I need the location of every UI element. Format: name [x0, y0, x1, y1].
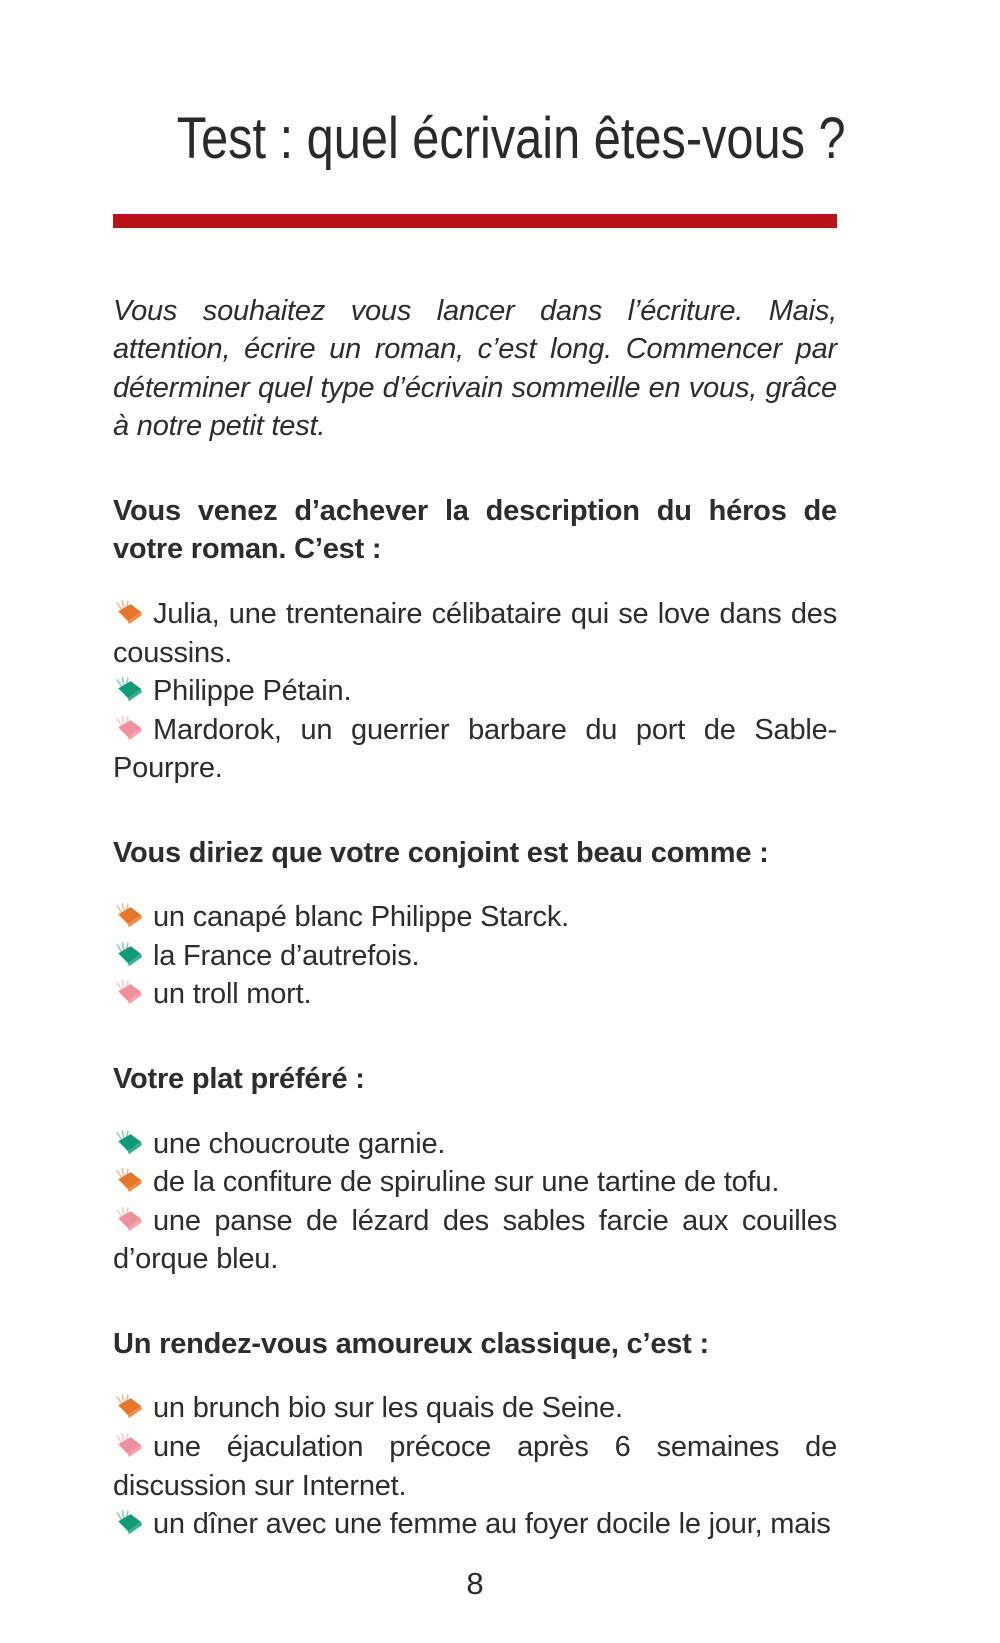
question-heading: Votre plat préféré : — [113, 1063, 365, 1096]
option-text: un dîner avec une femme au foyer docile le jour, mais — [153, 1508, 831, 1541]
question-block-1 — [113, 492, 837, 788]
flying-book-icon — [113, 941, 145, 968]
option-text: un brunch bio sur les quais de Seine. — [153, 1392, 623, 1425]
flying-book-icon — [113, 1206, 145, 1233]
intro-paragraph: Vous souhaitez vous lancer dans l’écriture. Mais, attention, écrire un roman, c’est long. Commencer par déterminer quel type d’écrivain sommeille en vous, grâce à notre petit test. — [113, 294, 837, 443]
option-text: un canapé blanc Philippe Starck. — [153, 901, 569, 934]
flying-book-icon — [113, 1509, 145, 1536]
option-text: Julia, une trentenaire célibataire qui se love dans des coussins. — [113, 597, 837, 669]
flying-book-icon — [113, 1167, 145, 1194]
option-text: Mardorok, un guerrier barbare du port de Sable-Pourpre. — [113, 713, 837, 785]
quiz-option — [113, 595, 837, 672]
quiz-option — [113, 1389, 837, 1428]
quiz-option — [113, 1202, 837, 1279]
flying-book-icon — [113, 1432, 145, 1459]
flying-book-icon — [113, 1393, 145, 1420]
quiz-option — [113, 1125, 837, 1164]
quiz-option — [113, 672, 837, 711]
question-block-4 — [113, 1325, 837, 1544]
option-text: Philippe Pétain. — [153, 675, 352, 708]
quiz-option — [113, 1163, 837, 1202]
quiz-option — [113, 1428, 837, 1505]
page-title — [113, 104, 846, 174]
quiz-option — [113, 711, 837, 788]
question-heading: Vous venez d’achever la description du héros de votre roman. C’est : — [113, 494, 837, 566]
option-text: une choucroute garnie. — [153, 1127, 446, 1160]
option-text: une éjaculation précoce après 6 semaines de discussion sur Internet. — [113, 1430, 837, 1502]
quiz-option — [113, 937, 837, 976]
quiz-option — [113, 898, 837, 937]
quiz-option — [113, 975, 837, 1014]
option-text: la France d’autrefois. — [153, 939, 420, 972]
question-block-2 — [113, 834, 837, 1014]
flying-book-icon — [113, 1129, 145, 1156]
title-rule-divider — [113, 214, 837, 228]
page-number: 8 — [466, 1566, 484, 1601]
question-heading: Un rendez-vous amoureux classique, c’est : — [113, 1327, 709, 1360]
question-block-3 — [113, 1060, 837, 1279]
flying-book-icon — [113, 979, 145, 1006]
option-text: un troll mort. — [153, 978, 312, 1011]
flying-book-icon — [113, 902, 145, 929]
quiz-option — [113, 1505, 837, 1544]
flying-book-icon — [113, 715, 145, 742]
flying-book-icon — [113, 599, 145, 626]
page-title-text: Test : quel écrivain êtes-vous ? — [176, 106, 846, 171]
option-text: une panse de lézard des sables farcie aux couilles d’orque bleu. — [113, 1204, 837, 1276]
flying-book-icon — [113, 676, 145, 703]
question-heading: Vous diriez que votre conjoint est beau comme : — [113, 836, 769, 869]
option-text: de la confiture de spiruline sur une tartine de tofu. — [153, 1166, 780, 1199]
